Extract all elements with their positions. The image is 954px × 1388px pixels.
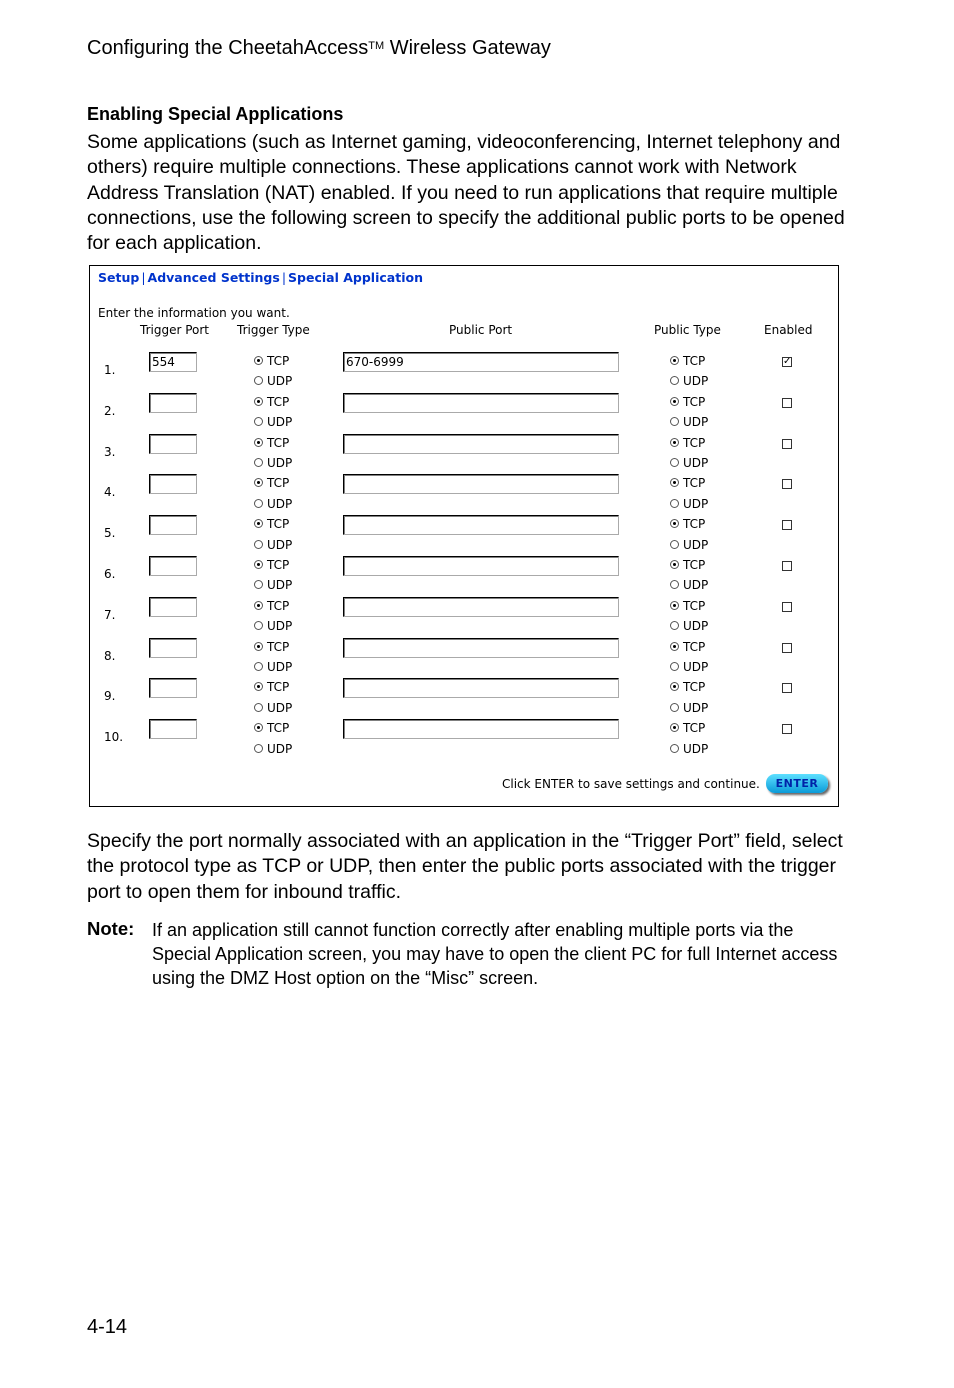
radio-indicator[interactable]: [254, 499, 263, 508]
enter-button[interactable]: ENTER: [766, 774, 828, 793]
public-type-udp-radio[interactable]: [670, 495, 708, 513]
enabled-checkbox[interactable]: [782, 479, 792, 489]
note-text: If an application still cannot function correctly after enabling multiple ports via the Special Application screen, you may have to open the client PC for full Internet access using the DMZ Host option on the “Misc” screen.: [152, 920, 838, 988]
public-port-input[interactable]: [343, 597, 619, 617]
radio-label: UDP: [683, 619, 709, 634]
public-type-tcp-radio[interactable]: [670, 719, 705, 737]
radio-indicator[interactable]: [254, 356, 263, 365]
trigger-type-udp-radio[interactable]: [254, 699, 292, 717]
instruction-text: Enter the information you want.: [98, 306, 290, 320]
port-row: [90, 434, 838, 475]
header-title-suffix: Wireless Gateway: [384, 37, 551, 59]
column-header-trigger-port: Trigger Port: [140, 323, 209, 337]
radio-indicator[interactable]: [254, 662, 263, 671]
radio-indicator[interactable]: [254, 580, 263, 589]
port-row: [90, 556, 838, 597]
note-label: Note:: [87, 918, 135, 939]
radio-indicator[interactable]: [254, 723, 263, 732]
radio-label: TCP: [683, 435, 706, 450]
trigger-type-tcp-radio[interactable]: [254, 352, 289, 370]
public-port-input[interactable]: [343, 719, 619, 739]
radio-label: TCP: [267, 394, 290, 409]
radio-indicator[interactable]: [670, 417, 679, 426]
public-type-tcp-radio[interactable]: [670, 393, 705, 411]
radio-label: TCP: [267, 435, 290, 450]
row-number: 3.: [104, 444, 116, 459]
port-row: [90, 597, 838, 638]
radio-label: UDP: [683, 496, 709, 511]
radio-indicator[interactable]: [670, 356, 679, 365]
public-type-tcp-radio[interactable]: [670, 474, 705, 492]
trigger-type-tcp-radio[interactable]: [254, 434, 289, 452]
radio-indicator[interactable]: [670, 560, 679, 569]
radio-label: TCP: [267, 639, 290, 654]
radio-indicator[interactable]: [670, 540, 679, 549]
radio-indicator[interactable]: [670, 458, 679, 467]
enabled-checkbox[interactable]: [782, 602, 792, 612]
radio-indicator[interactable]: [254, 682, 263, 691]
public-port-input[interactable]: [343, 434, 619, 454]
radio-label: UDP: [267, 741, 293, 756]
trigger-port-input[interactable]: [149, 638, 197, 658]
radio-indicator[interactable]: [254, 703, 263, 712]
port-row: [90, 352, 838, 393]
row-number: 1.: [104, 363, 116, 377]
page-number: 4-14: [87, 1316, 128, 1338]
trigger-type-udp-radio[interactable]: [254, 740, 292, 758]
radio-label: TCP: [267, 354, 290, 368]
public-type-tcp-radio[interactable]: [670, 597, 705, 615]
trigger-type-udp-radio[interactable]: [254, 658, 292, 676]
radio-indicator[interactable]: [670, 662, 679, 671]
trigger-type-udp-radio[interactable]: [254, 536, 292, 554]
radio-label: UDP: [683, 374, 709, 389]
column-header-trigger-type: Trigger Type: [237, 323, 310, 337]
trigger-type-udp-radio[interactable]: [254, 454, 292, 472]
radio-label: TCP: [683, 354, 706, 368]
radio-label: TCP: [683, 680, 706, 695]
port-row: [90, 638, 838, 679]
public-type-tcp-radio[interactable]: [670, 352, 705, 370]
save-instruction-text: Click ENTER to save settings and continue.: [502, 777, 760, 791]
row-number: 4.: [104, 485, 116, 500]
row-number: 2.: [104, 403, 116, 418]
public-type-udp-radio[interactable]: [670, 454, 708, 472]
radio-indicator[interactable]: [254, 438, 263, 447]
header-title-prefix: Configuring the CheetahAccess: [87, 37, 369, 59]
radio-indicator[interactable]: [670, 376, 679, 385]
trigger-port-input[interactable]: [149, 597, 197, 617]
trigger-type-tcp-radio[interactable]: [254, 678, 289, 696]
port-row: [90, 474, 838, 515]
radio-indicator[interactable]: [670, 703, 679, 712]
enabled-checkbox[interactable]: [782, 643, 792, 653]
trigger-type-udp-radio[interactable]: [254, 372, 292, 390]
breadcrumb-separator: |: [141, 270, 146, 285]
radio-indicator[interactable]: [670, 397, 679, 406]
trigger-port-input[interactable]: [149, 515, 197, 535]
port-row: [90, 515, 838, 556]
trigger-port-input[interactable]: [149, 719, 197, 739]
breadcrumb-advanced-settings-link[interactable]: Advanced Settings: [147, 270, 280, 285]
enabled-checkbox[interactable]: [782, 683, 792, 693]
radio-indicator[interactable]: [670, 499, 679, 508]
trigger-port-input[interactable]: [149, 352, 197, 372]
row-number: 10.: [104, 730, 124, 745]
public-type-udp-radio[interactable]: [670, 699, 708, 717]
public-type-tcp-radio[interactable]: [670, 638, 705, 656]
row-number: 8.: [104, 648, 116, 663]
public-type-tcp-radio[interactable]: [670, 678, 705, 696]
trigger-port-input[interactable]: [149, 393, 197, 413]
public-type-udp-radio[interactable]: [670, 372, 708, 390]
public-type-tcp-radio[interactable]: [670, 556, 705, 574]
public-type-udp-radio[interactable]: [670, 536, 708, 554]
radio-label: UDP: [267, 700, 293, 715]
public-type-udp-radio[interactable]: [670, 658, 708, 676]
radio-label: TCP: [683, 721, 706, 736]
trigger-port-input[interactable]: [149, 434, 197, 454]
enabled-checkbox[interactable]: [782, 520, 792, 530]
radio-indicator[interactable]: [254, 417, 263, 426]
public-port-input[interactable]: [343, 515, 619, 535]
public-port-input[interactable]: [343, 638, 619, 658]
trigger-type-tcp-radio[interactable]: [254, 474, 289, 492]
radio-label: TCP: [683, 394, 706, 409]
radio-indicator[interactable]: [254, 560, 263, 569]
enabled-checkbox[interactable]: [782, 439, 792, 449]
intro-paragraph: Some applications (such as Internet gaming, videoconferencing, Internet telephony and others) require multiple connections. These applications cannot work with Network Address Translation (NAT) enabled. If you need to run applications that require multiple connections, use the following screen to specify the additional public ports to be opened for each application.: [87, 131, 845, 255]
public-type-udp-radio[interactable]: [670, 576, 708, 594]
trigger-type-udp-radio[interactable]: [254, 413, 292, 431]
public-type-tcp-radio[interactable]: [670, 434, 705, 452]
column-header-enabled: Enabled: [764, 323, 813, 337]
radio-label: TCP: [683, 517, 706, 532]
radio-label: UDP: [267, 415, 293, 430]
trigger-type-udp-radio[interactable]: [254, 576, 292, 594]
trigger-type-tcp-radio[interactable]: [254, 597, 289, 615]
radio-label: UDP: [683, 700, 709, 715]
radio-indicator[interactable]: [254, 519, 263, 528]
breadcrumb: [98, 270, 423, 285]
radio-label: UDP: [683, 537, 709, 552]
radio-indicator[interactable]: [670, 682, 679, 691]
enabled-checkbox[interactable]: [782, 724, 792, 734]
radio-label: TCP: [267, 558, 290, 572]
radio-label: TCP: [267, 598, 290, 613]
radio-indicator[interactable]: [670, 723, 679, 732]
radio-indicator[interactable]: [254, 478, 263, 487]
radio-indicator[interactable]: [254, 642, 263, 651]
radio-indicator[interactable]: [670, 580, 679, 589]
trigger-type-tcp-radio[interactable]: [254, 638, 289, 656]
radio-indicator[interactable]: [254, 540, 263, 549]
trigger-type-tcp-radio[interactable]: [254, 719, 289, 737]
radio-label: UDP: [267, 496, 293, 511]
radio-label: UDP: [267, 578, 293, 593]
radio-indicator[interactable]: [254, 744, 263, 753]
trigger-port-input[interactable]: [149, 556, 197, 576]
radio-indicator[interactable]: [670, 642, 679, 651]
port-row: [90, 719, 838, 760]
trademark-mark: TM: [368, 40, 385, 52]
radio-indicator[interactable]: [670, 519, 679, 528]
radio-label: TCP: [267, 517, 290, 532]
radio-indicator[interactable]: [254, 376, 263, 385]
radio-indicator[interactable]: [670, 621, 679, 630]
public-type-udp-radio[interactable]: [670, 413, 708, 431]
radio-label: UDP: [683, 415, 709, 430]
trigger-port-input[interactable]: [149, 474, 197, 494]
radio-indicator[interactable]: [670, 744, 679, 753]
radio-label: UDP: [683, 741, 709, 756]
radio-label: TCP: [267, 721, 290, 736]
row-number: 6.: [104, 567, 116, 581]
radio-indicator[interactable]: [670, 478, 679, 487]
radio-label: UDP: [683, 659, 709, 674]
radio-label: TCP: [683, 639, 706, 654]
radio-indicator[interactable]: [254, 458, 263, 467]
radio-label: UDP: [267, 455, 293, 470]
section-heading: Enabling Special Applications: [87, 104, 344, 124]
radio-label: UDP: [267, 374, 293, 389]
trigger-port-explanation: Specify the port normally associated with an application in the “Trigger Port” field, select the protocol type as TCP or UDP, then enter the public ports associated with the trigger port to open them for inbound traffic.: [87, 830, 843, 903]
row-number: 7.: [104, 607, 116, 622]
breadcrumb-separator: |: [281, 270, 287, 285]
radio-label: UDP: [267, 537, 293, 552]
enabled-checkbox[interactable]: ✓: [783, 356, 792, 367]
port-row: [90, 393, 838, 434]
column-header-public-type: Public Type: [654, 323, 721, 337]
radio-label: UDP: [267, 619, 293, 634]
public-type-udp-radio[interactable]: [670, 617, 708, 635]
trigger-type-tcp-radio[interactable]: [254, 393, 289, 411]
special-application-panel: [89, 265, 839, 807]
port-row: [90, 678, 838, 719]
breadcrumb-setup-link[interactable]: Setup: [98, 270, 140, 285]
trigger-type-udp-radio[interactable]: [254, 495, 292, 513]
public-type-tcp-radio[interactable]: [670, 515, 705, 533]
row-number: 5.: [104, 526, 116, 541]
public-type-udp-radio[interactable]: [670, 740, 708, 758]
radio-indicator[interactable]: [254, 397, 263, 406]
radio-indicator[interactable]: [254, 601, 263, 610]
public-port-input[interactable]: [343, 474, 619, 494]
row-number: 9.: [104, 689, 116, 704]
enabled-checkbox[interactable]: [782, 398, 792, 408]
trigger-type-tcp-radio[interactable]: [254, 515, 289, 533]
radio-indicator[interactable]: [670, 438, 679, 447]
trigger-type-udp-radio[interactable]: [254, 617, 292, 635]
radio-label: TCP: [267, 680, 290, 695]
radio-label: UDP: [267, 659, 293, 674]
public-port-input[interactable]: [343, 393, 619, 413]
radio-label: UDP: [683, 578, 709, 593]
radio-indicator[interactable]: [670, 601, 679, 610]
radio-label: TCP: [683, 558, 706, 572]
enabled-checkbox[interactable]: [782, 561, 792, 571]
public-port-input[interactable]: [343, 678, 619, 698]
radio-label: TCP: [683, 476, 706, 491]
radio-indicator[interactable]: [254, 621, 263, 630]
radio-label: TCP: [683, 598, 706, 613]
column-header-public-port: Public Port: [449, 323, 513, 337]
radio-label: TCP: [267, 476, 290, 491]
page-header: [87, 37, 551, 60]
public-port-input[interactable]: [343, 352, 619, 372]
trigger-port-input[interactable]: [149, 678, 197, 698]
breadcrumb-special-application-link[interactable]: Special Application: [288, 270, 423, 285]
radio-label: UDP: [683, 455, 709, 470]
trigger-type-tcp-radio[interactable]: [254, 556, 289, 574]
public-port-input[interactable]: [343, 556, 619, 576]
